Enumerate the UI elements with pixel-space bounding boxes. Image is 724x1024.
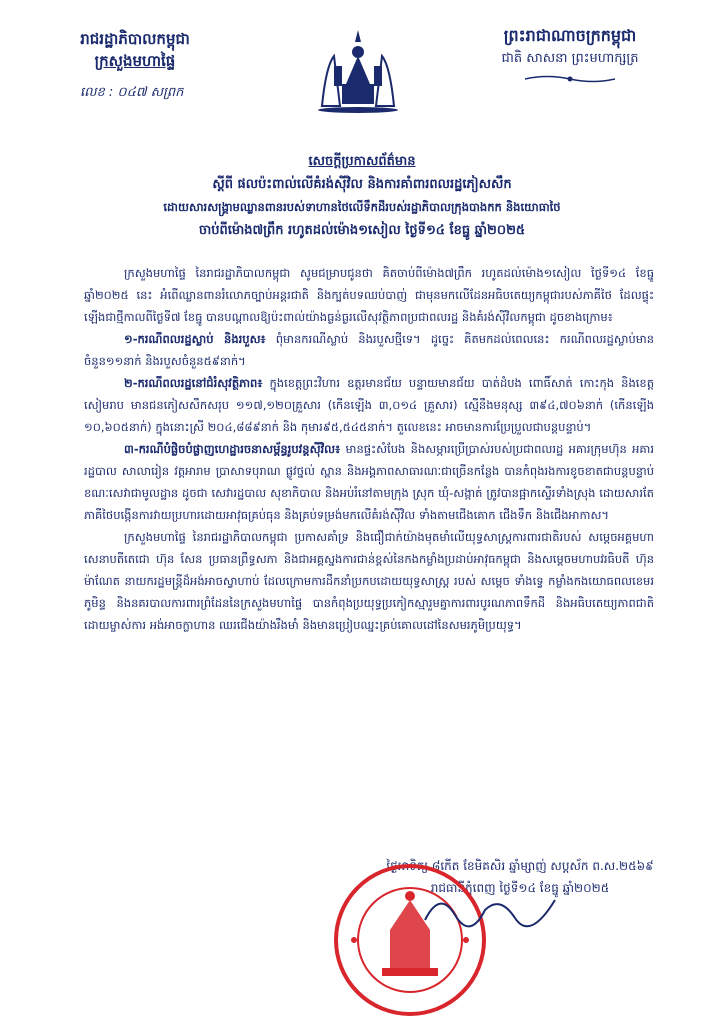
reference-value: ០៤៧ សព្រក (117, 85, 184, 100)
title-line-4: ចាប់ពីម៉ោង៧ព្រឹក រហូតដល់ម៉ោង១សៀល ថ្ងៃទី១៤ ខែធ្នូ ឆ្នាំ២០២៥ (198, 223, 526, 238)
ministry-name: ក្រសួងមហាផ្ទៃ (94, 52, 176, 70)
damage-paragraph (84, 438, 654, 526)
title-line-3: ដោយសារសង្គ្រាមឈ្លានពានរបស់ទាហានថៃលើទឹកដីរបស់រដ្ឋាភិបាលក្រុងបាងកក និងយោធាថៃ (163, 200, 561, 214)
royal-emblem-icon (312, 26, 404, 114)
national-motto: ជាតិ សាសនា ព្រះមហាក្សត្រ (501, 51, 639, 66)
intro-paragraph: ក្រសួងមហាផ្ទៃ នៃរាជរដ្ឋាភិបាលកម្ពុជា សូមជម្រាបជូនថា គិតចាប់ពីម៉ោង៧ព្រឹក រហូតដល់ម៉ោង១សៀល ថ្ងៃទី១៤ ខែធ្នូ ឆ្នាំ២០២៥ នេះ អំពើឈ្លានពានរំលោភច្បាប់អន្តរជាតិ និងក្បត់បទឈប់បាញ់ ជាមុនមកលើដែនអធិបតេយ្យកម្ពុជារបស់ភាគីថៃ ដែលផ្ទុះឡើងជាថ្មីកាលពីថ្ងៃទី៧ ខែធ្នូ បានបណ្តាលឱ្យប៉ះពាល់យ៉ាងធ្ងន់ធ្ងរលើសុវត្ថិភាពប្រជាពលរដ្ឋ និងគំរង់ស៊ីវិលកម្ពុជា ដូចខាងក្រោម៖ (84, 266, 654, 324)
damage-heading: ៣-ករណីបំផ្លិចបំផ្លាញហេដ្ឋារចនាសម្ព័ន្ធរូបវន្តស៊ីវិល៖ (124, 442, 341, 456)
casualties-paragraph (84, 328, 654, 372)
casualties-heading: ១-ករណីពលរដ្ឋស្លាប់ និងរបួស៖ (124, 332, 266, 346)
announcement-body (84, 262, 654, 636)
ornament-divider-icon (525, 74, 615, 84)
title-line-2: ស្តីពី ផលប៉ះពាល់លើគំរង់ស៊ីវិល និងការគាំពារពលរដ្ឋភៀសសឹក (212, 177, 512, 192)
ministry-header (60, 28, 210, 104)
damage-text: មានផ្ទះសំបែង និងសម្ភារប្រើប្រាស់របស់ប្រជាពលរដ្ឋ អគារក្រុមហ៊ុន អគាររដ្ឋបាល សាលារៀន វត្តអារាម ប្រាសាទបុរាណ ផ្លូវថ្នល់ ស្ពាន និងអង្គភាពសាធារណៈជាច្រើនកន្លែង បានកំពុងរងការខូចខាតជាបន្តបន្ទាប់ ខណៈសេវាជាមូលដ្ឋាន ដូចជា សេវារដ្ឋបាល សុខាភិបាល និងអប់រំនៅតាមក្រុង ស្រុក ឃុំ-សង្កាត់ ត្រូវបានផ្អាកស្ទើរទាំងស្រុង ដោយសារតែភាគីថៃបង្កើនការវាយប្រហារដោយអាវុធគ្រប់ធុន និងគ្រប់ទម្រង់មកលើគំរង់ស៊ីវិល ទាំងតាមជើងគោក ជើងទឹក និងជើងអាកាស។ (84, 442, 654, 522)
announcement-title (100, 150, 624, 242)
lunar-date: ថ្ងៃអាទិត្យ ៨កើត ខែមិគសិរ ឆ្នាំម្សាញ់ សប្តស័ក ព.ស.២៥៦៩ (386, 859, 654, 873)
signature-icon (420, 880, 560, 940)
shelter-paragraph (84, 372, 654, 438)
gregorian-date: រាជធានីភ្នំពេញ ថ្ងៃទី១៤ ខែធ្នូ ឆ្នាំ២០២៥ (430, 881, 610, 895)
shelter-heading: ២-ករណីពលរដ្ឋនៅជំរំសុវត្ថិភាព៖ (124, 376, 263, 390)
kingdom-name: ព្រះរាជាណាចក្រកម្ពុជា (503, 26, 637, 45)
casualties-text: ពុំមានករណីស្លាប់ និងរបួសថ្មីទេ។ ដូច្នេះ គិតមកដល់ពេលនេះ ករណីពលរដ្ឋស្លាប់មានចំនួន១១នាក់ និងរបួសចំនួន៥៩នាក់។ (84, 332, 654, 368)
kingdom-header (470, 24, 670, 84)
support-paragraph: ក្រសួងមហាផ្ទៃ នៃរាជរដ្ឋាភិបាលកម្ពុជា ប្រកាសគាំទ្រ និងជឿជាក់យ៉ាងមុតមាំលើយុទ្ធសាស្ត្រការពារជាតិរបស់ សម្តេចអគ្គមហាសេនាបតីតេជោ ហ៊ុន សែន ប្រធានព្រឹទ្ធសភា និងជាអគ្គស្នងការជាន់ខ្ពស់នៃកងកម្លាំងប្រដាប់អាវុធកម្ពុជា និងសម្តេចមហាបវរធិបតី ហ៊ុន ម៉ាណែត នាយករដ្ឋមន្ត្រីដ៏អង់អាចស្វាហាប់ ដែលក្រោមការដឹកនាំប្រកបដោយយុទ្ធសាស្ត្រ របស់ សម្តេច ទាំងទ្វេ កម្លាំងកងយោធពលខេមរភូមិន្ទ និងនគរបាលការពារព្រំដែននៃក្រសួងមហាផ្ទៃ បានកំពុងប្រយុទ្ធប្រកៀកស្មារួមគ្នាការពារបូរណភាពទឹកដី និងអធិបតេយ្យភាពជាតិ ដោយម្ចាស់ការ អង់អាចក្លាហាន ឈរជើងយ៉ាងរឹងមាំ និងមានប្រៀបឈ្នះគ្រប់គោលដៅនៃសមរភូមិប្រយុទ្ធ។ (84, 530, 654, 632)
government-name: រាជរដ្ឋាភិបាលកម្ពុជា (80, 30, 190, 48)
reference-number (60, 82, 210, 104)
reference-label: លេខ : (80, 85, 114, 100)
shelter-text: ក្នុងខេត្តព្រះវិហារ ឧត្តរមានជ័យ បន្ទាយមានជ័យ បាត់ដំបង ពោធិ៍សាត់ កោះកុង និងខេត្តសៀមរាប មានជនភៀសសឹកសរុប ១១៧,១២០គ្រួសារ (កើនឡើង ៣,០១៤ គ្រួសារ) ស្មើនឹងមនុស្ស ៣៩៤,៧០៦នាក់ (កើនឡើង ១០,៦០៥នាក់) ក្នុងនោះស្រី ២០៤,៨៨៩នាក់ និង កុមារ៩៥,៥៤៥នាក់។ តួលេខនេះ អាចមានការប្រែប្រួលជាបន្តបន្ទាប់។ (84, 376, 654, 434)
title-line-1: សេចក្តីប្រកាសព័ត៌មាន (308, 154, 416, 169)
